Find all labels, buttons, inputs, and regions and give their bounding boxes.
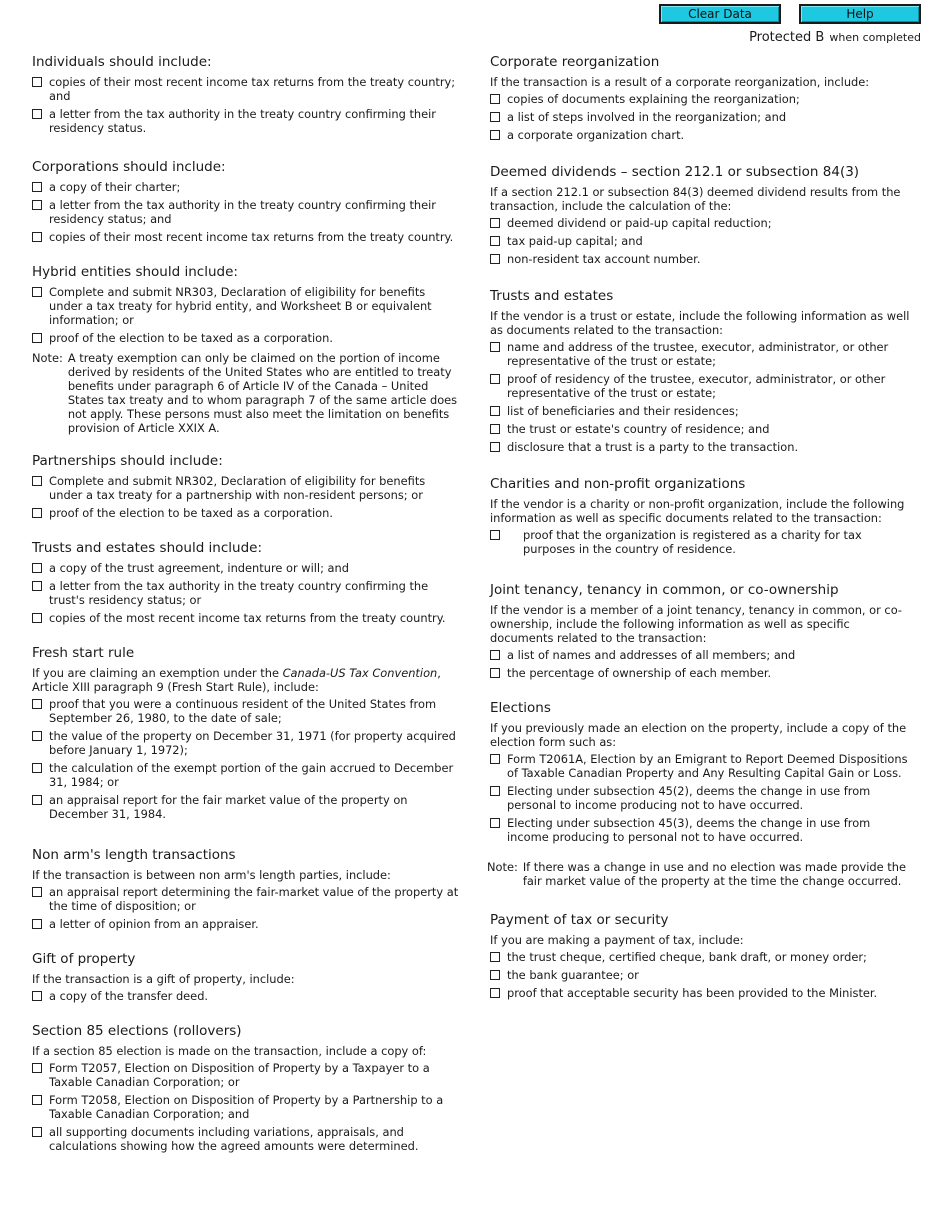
checkbox[interactable]	[32, 1063, 42, 1073]
checkbox[interactable]	[32, 731, 42, 741]
heading-sec85: Section 85 elections (rollovers)	[32, 1023, 242, 1039]
checkbox[interactable]	[32, 333, 42, 343]
heading-trusts-right: Trusts and estates	[490, 288, 614, 304]
checkbox[interactable]	[490, 786, 500, 796]
section-partnerships	[32, 453, 460, 520]
checkbox[interactable]	[32, 109, 42, 119]
checklist-item: tax paid-up capital; and	[490, 234, 910, 248]
checkbox[interactable]	[32, 232, 42, 242]
section-deemed	[490, 164, 910, 266]
heading-non-arm: Non arm's length transactions	[32, 847, 236, 863]
protected-sub: when completed	[829, 31, 921, 44]
checkbox[interactable]	[490, 406, 500, 416]
checklist-item: a letter from the tax authority in the treaty country confirming the trust's residency status; or	[32, 579, 460, 607]
checkbox[interactable]	[490, 668, 500, 678]
clear-data-button[interactable]: Clear Data	[659, 4, 781, 24]
heading-payment: Payment of tax or security	[490, 912, 669, 928]
checkbox[interactable]	[490, 342, 500, 352]
checkbox[interactable]	[32, 77, 42, 87]
checklist-item: the value of the property on December 31, 1971 (for property acquired before January 1, 1972);	[32, 729, 460, 757]
section-fresh-start	[32, 645, 460, 821]
checkbox[interactable]	[490, 424, 500, 434]
protected-b-label	[749, 26, 921, 45]
checkbox[interactable]	[32, 795, 42, 805]
heading-gift: Gift of property	[32, 951, 136, 967]
checkbox[interactable]	[32, 613, 42, 623]
section-hybrid	[32, 264, 460, 435]
note-hybrid: Note: A treaty exemption can only be claimed on the portion of income derived by residents of the United States who are entitled to treaty benefits under paragraph 6 of Article IV of the Canada – United States tax treaty and to whom paragraph 7 of the same article does not apply. These persons must also meet the limitation on benefits provision of Article XXIX A.	[32, 351, 458, 435]
checkbox[interactable]	[490, 130, 500, 140]
checkbox[interactable]	[490, 236, 500, 246]
heading-fresh-start: Fresh start rule	[32, 645, 135, 661]
checklist-item: the calculation of the exempt portion of the gain accrued to December 31, 1984; or	[32, 761, 460, 789]
checkbox[interactable]	[490, 530, 500, 540]
checkbox[interactable]	[32, 763, 42, 773]
right-column	[487, 54, 910, 1022]
section-trusts-left	[32, 540, 460, 625]
section-individuals	[32, 54, 460, 135]
left-column	[32, 54, 460, 1175]
heading-corporations: Corporations should include:	[32, 159, 226, 175]
checkbox[interactable]	[32, 287, 42, 297]
section-sec85	[32, 1023, 460, 1153]
checkbox[interactable]	[32, 200, 42, 210]
heading-elections: Elections	[490, 700, 551, 716]
section-charities	[490, 476, 910, 556]
checkbox[interactable]	[490, 218, 500, 228]
heading-trusts-left: Trusts and estates should include:	[32, 540, 263, 556]
checkbox[interactable]	[490, 254, 500, 264]
checklist-item: proof of residency of the trustee, executor, administrator, or other representative of the trust or estate;	[490, 372, 910, 400]
checklist-item: a list of steps involved in the reorganization; and	[490, 110, 910, 124]
heading-reorg: Corporate reorganization	[490, 54, 660, 70]
help-button[interactable]: Help	[799, 4, 921, 24]
checklist-item: a corporate organization chart.	[490, 128, 910, 142]
checklist-item: an appraisal report for the fair market value of the property on December 31, 1984.	[32, 793, 460, 821]
checkbox[interactable]	[32, 919, 42, 929]
checkbox[interactable]	[32, 581, 42, 591]
checklist-item: name and address of the trustee, executor, administrator, or other representative of the trust or estate;	[490, 340, 910, 368]
checklist-item: a copy of their charter;	[32, 180, 460, 194]
checklist-item: non-resident tax account number.	[490, 252, 910, 266]
checklist-item: a letter from the tax authority in the treaty country confirming their residency status; and	[32, 198, 460, 226]
checklist-item: a letter of opinion from an appraiser.	[32, 917, 460, 931]
checklist-item: deemed dividend or paid-up capital reduction;	[490, 216, 910, 230]
intro-sec85: If a section 85 election is made on the transaction, include a copy of:	[32, 1044, 427, 1058]
checkbox[interactable]	[490, 754, 500, 764]
section-payment	[490, 912, 910, 1000]
section-corporations	[32, 159, 460, 244]
checkbox[interactable]	[32, 1095, 42, 1105]
intro-elections: If you previously made an election on the property, include a copy of the election form such as:	[490, 721, 907, 749]
checkbox[interactable]	[32, 182, 42, 192]
heading-deemed: Deemed dividends – section 212.1 or subsection 84(3)	[490, 164, 860, 180]
checklist-item: Electing under subsection 45(2), deems the change in use from personal to income producing not to have occurred.	[490, 784, 910, 812]
intro-gift: If the transaction is a gift of property, include:	[32, 972, 295, 986]
checklist-item: copies of documents explaining the reorganization;	[490, 92, 910, 106]
section-elections	[487, 700, 910, 888]
checklist-item: a copy of the transfer deed.	[32, 989, 460, 1003]
checklist-item: list of beneficiaries and their residences;	[490, 404, 910, 418]
checkbox[interactable]	[490, 650, 500, 660]
checklist-item: Complete and submit NR302, Declaration of eligibility for benefits under a tax treaty for a partnership with non-resident persons; or	[32, 474, 460, 502]
checklist-item: the trust or estate's country of residence; and	[490, 422, 910, 436]
intro-joint: If the vendor is a member of a joint tenancy, tenancy in common, or co-ownership, include the following information as well as specific documents related to the transaction:	[490, 603, 902, 645]
checkbox[interactable]	[32, 563, 42, 573]
protected-main: Protected B	[749, 30, 825, 45]
intro-non-arm: If the transaction is between non arm's length parties, include:	[32, 868, 391, 882]
note-elections: Note: If there was a change in use and no election was made provide the fair market value of the property at the time the change occurred.	[487, 860, 906, 888]
checklist-item: disclosure that a trust is a party to the transaction.	[490, 440, 910, 454]
checklist-item: proof of the election to be taxed as a corporation.	[32, 506, 460, 520]
checklist-item: copies of the most recent income tax returns from the treaty country.	[32, 611, 460, 625]
checklist-item: proof that acceptable security has been provided to the Minister.	[490, 986, 910, 1000]
heading-charities: Charities and non-profit organizations	[490, 476, 746, 492]
checklist-item: the trust cheque, certified cheque, bank draft, or money order;	[490, 950, 910, 964]
checklist-item: copies of their most recent income tax returns from the treaty country.	[32, 230, 460, 244]
checklist-item: Complete and submit NR303, Declaration of eligibility for benefits under a tax treaty for hybrid entity, and Worksheet B or equivalent information; or	[32, 285, 460, 327]
heading-partnerships: Partnerships should include:	[32, 453, 223, 469]
checklist-item: proof of the election to be taxed as a corporation.	[32, 331, 460, 345]
checkbox[interactable]	[490, 94, 500, 104]
checkbox[interactable]	[490, 442, 500, 452]
checklist-item: all supporting documents including variations, appraisals, and calculations showing how the agreed amounts were determined.	[32, 1125, 460, 1153]
checkbox[interactable]	[490, 988, 500, 998]
intro-fresh-start: If you are claiming an exemption under the Canada-US Tax Convention, Article XIII paragraph 9 (Fresh Start Rule), include:	[32, 666, 441, 694]
section-trusts-right	[490, 288, 910, 454]
checkbox[interactable]	[490, 970, 500, 980]
intro-charities: If the vendor is a charity or non-profit organization, include the following information as well as specific documents related to the transaction:	[490, 497, 905, 525]
checklist-item: copies of their most recent income tax returns from the treaty country; and	[32, 75, 460, 103]
checkbox[interactable]	[490, 818, 500, 828]
checklist-item: a copy of the trust agreement, indenture or will; and	[32, 561, 460, 575]
section-gift	[32, 951, 460, 1003]
checklist-item: proof that you were a continuous resident of the United States from September 26, 1980, to the date of sale;	[32, 697, 460, 725]
checkbox[interactable]	[32, 699, 42, 709]
checklist-item: Form T2061A, Election by an Emigrant to Report Deemed Dispositions of Taxable Canadian Property and Any Resulting Capital Gain or Loss.	[490, 752, 910, 780]
checklist-item: a letter from the tax authority in the treaty country confirming their residency status.	[32, 107, 460, 135]
heading-joint: Joint tenancy, tenancy in common, or co-ownership	[490, 582, 839, 598]
heading-hybrid: Hybrid entities should include:	[32, 264, 238, 280]
checkbox[interactable]	[490, 112, 500, 122]
checkbox[interactable]	[32, 887, 42, 897]
checkbox[interactable]	[32, 508, 42, 518]
checklist-item: a list of names and addresses of all members; and	[490, 648, 910, 662]
intro-trusts-right: If the vendor is a trust or estate, include the following information as well as documents related to the transaction:	[490, 309, 910, 337]
section-reorg	[490, 54, 910, 142]
intro-deemed: If a section 212.1 or subsection 84(3) deemed dividend results from the transaction, include the calculation of the:	[490, 185, 901, 213]
section-joint	[490, 582, 910, 680]
intro-payment: If you are making a payment of tax, include:	[490, 933, 744, 947]
checklist-item: the bank guarantee; or	[490, 968, 910, 982]
checklist-item: an appraisal report determining the fair-market value of the property at the time of disposition; or	[32, 885, 460, 913]
checklist-item: Electing under subsection 45(3), deems the change in use from income producing to personal not to have occurred.	[490, 816, 910, 844]
checklist-item: Form T2058, Election on Disposition of Property by a Partnership to a Taxable Canadian Corporation; and	[32, 1093, 460, 1121]
checkbox[interactable]	[490, 952, 500, 962]
intro-reorg: If the transaction is a result of a corporate reorganization, include:	[490, 75, 870, 89]
checklist-item: proof that the organization is registered as a charity for tax purposes in the country of residence.	[490, 528, 910, 556]
checkbox[interactable]	[490, 374, 500, 384]
checkbox[interactable]	[32, 476, 42, 486]
section-non-arm	[32, 847, 460, 931]
checkbox[interactable]	[32, 1127, 42, 1137]
checklist-item: the percentage of ownership of each member.	[490, 666, 910, 680]
checklist-item: Form T2057, Election on Disposition of Property by a Taxpayer to a Taxable Canadian Corporation; or	[32, 1061, 460, 1089]
checkbox[interactable]	[32, 991, 42, 1001]
heading-individuals: Individuals should include:	[32, 54, 212, 70]
